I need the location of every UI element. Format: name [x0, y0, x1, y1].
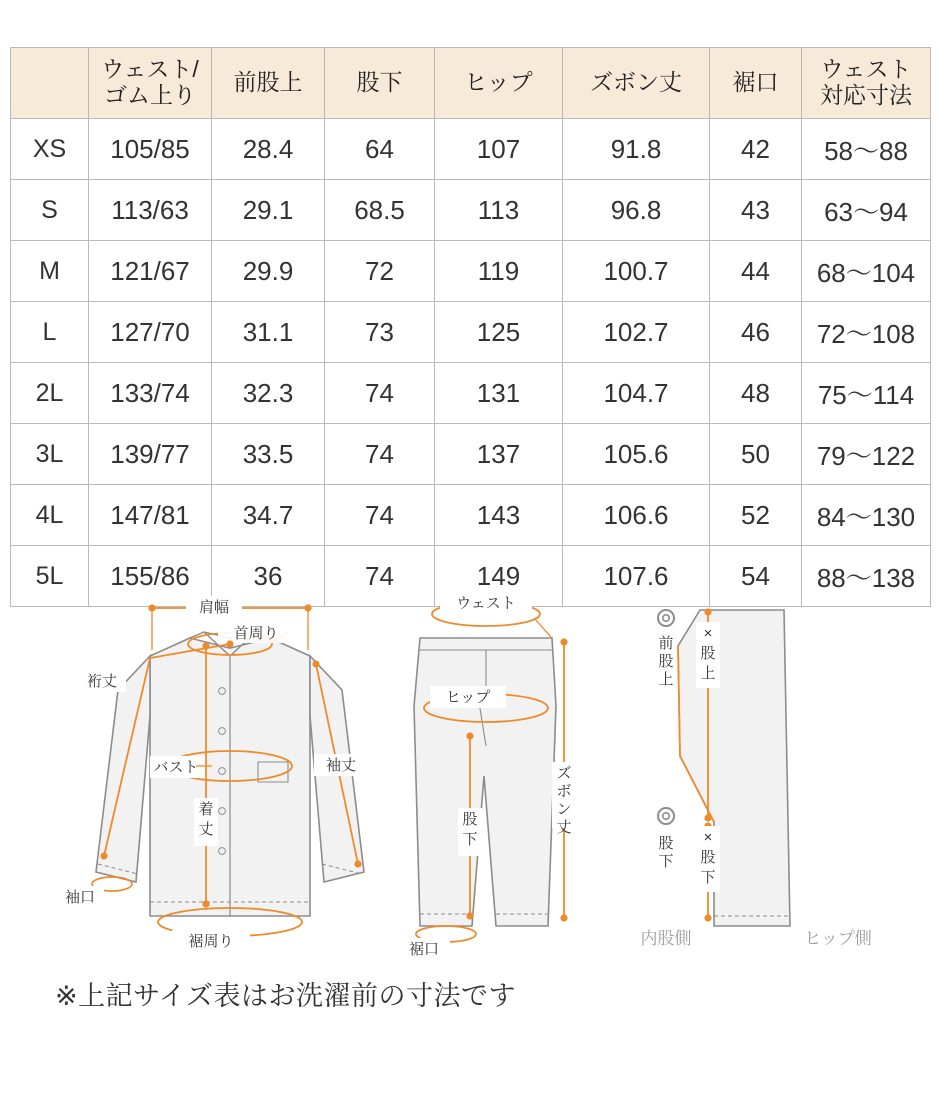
rise-mid-marker-outer [658, 808, 674, 824]
illustration-svg [0, 586, 940, 986]
cell-inseam: 72 [325, 241, 435, 302]
cell-hem: 48 [710, 363, 802, 424]
label-shoulder: 肩幅 [198, 599, 230, 616]
label-hem: 裾周り [188, 933, 234, 950]
table-row [11, 424, 931, 485]
cell-hip: 137 [435, 424, 563, 485]
label-hip-side: ヒップ側 [804, 929, 872, 948]
label-yuki: 裄丈 [86, 673, 118, 690]
cell-hem: 50 [710, 424, 802, 485]
measurement-illustrations [0, 586, 940, 1006]
header-line-1: 股下 [356, 69, 403, 96]
table-row [11, 363, 931, 424]
cell-inseam: 74 [325, 424, 435, 485]
cell-front-rise: 29.9 [212, 241, 325, 302]
cell-pants-length: 102.7 [563, 302, 710, 363]
cell-waist-gom: 113/63 [89, 180, 212, 241]
cell-hip: 113 [435, 180, 563, 241]
label-rise-x-2: 股 [700, 645, 716, 662]
cell-size: 2L [11, 363, 89, 424]
cell-front-rise: 31.1 [212, 302, 325, 363]
cell-hem: 46 [710, 302, 802, 363]
cell-hem: 54 [710, 546, 802, 607]
cell-size: 5L [11, 546, 89, 607]
label-length-2: 丈 [198, 821, 214, 838]
cell-waist-range: 79〜122 [802, 424, 931, 485]
header-line-1: ヒップ [464, 69, 533, 96]
cell-waist-gom: 147/81 [89, 485, 212, 546]
cell-inseam: 64 [325, 119, 435, 180]
cell-waist-gom: 139/77 [89, 424, 212, 485]
cell-front-rise: 34.7 [212, 485, 325, 546]
cell-waist-gom: 133/74 [89, 363, 212, 424]
cell-waist-range: 63〜94 [802, 180, 931, 241]
cell-waist-range: 72〜108 [802, 302, 931, 363]
measure-dot [704, 914, 711, 921]
cell-size: L [11, 302, 89, 363]
header-line-1: ウェスト [820, 56, 912, 83]
table-header-pants-length [563, 48, 710, 119]
rise-top-marker-outer [658, 610, 674, 626]
label-under-rise-x-2: 股 [700, 849, 716, 866]
cell-inseam: 74 [325, 363, 435, 424]
header-line-2: ゴム上り [104, 82, 196, 108]
label-pants-length-3: ン [556, 801, 572, 818]
cell-pants-length: 104.7 [563, 363, 710, 424]
measure-dot [312, 660, 319, 667]
cell-waist-gom: 121/67 [89, 241, 212, 302]
cell-front-rise: 29.1 [212, 180, 325, 241]
table-row [11, 302, 931, 363]
label-under-rise-2: 下 [658, 853, 674, 870]
table-header-hem [710, 48, 802, 119]
cell-hem: 42 [710, 119, 802, 180]
measure-dot [704, 814, 711, 821]
label-front-rise-2: 股 [658, 653, 674, 670]
table-row [11, 119, 931, 180]
table-header-size [11, 48, 89, 119]
label-front-rise-1: 前 [658, 635, 674, 652]
table-row [11, 485, 931, 546]
size-table [10, 47, 931, 607]
label-inseam-2: 下 [462, 831, 478, 848]
cell-waist-gom: 127/70 [89, 302, 212, 363]
table-row [11, 180, 931, 241]
measure-dot [354, 860, 361, 867]
cell-hip: 149 [435, 546, 563, 607]
label-pants-hem: 裾口 [408, 941, 440, 958]
cell-inseam: 74 [325, 546, 435, 607]
label-sleeve: 袖丈 [325, 757, 357, 774]
cell-hem: 44 [710, 241, 802, 302]
label-under-rise-x-3: 下 [700, 869, 716, 886]
table-header-hip [435, 48, 563, 119]
measure-dot [202, 642, 209, 649]
cell-size: 4L [11, 485, 89, 546]
cell-hip: 119 [435, 241, 563, 302]
measure-dot [226, 640, 233, 647]
measure-dot [560, 638, 567, 645]
table-header-row [11, 48, 931, 119]
label-length: 着 [198, 801, 214, 818]
pants-figure [398, 592, 576, 960]
header-line-1: 前股上 [233, 69, 303, 96]
table-header-waist-range [802, 48, 931, 119]
header-line-2: 対応寸法 [820, 82, 912, 108]
size-note: ※上記サイズ表はお洗濯前の寸法です [55, 981, 516, 1011]
cell-front-rise: 33.5 [212, 424, 325, 485]
cell-size: M [11, 241, 89, 302]
label-inner-side: 内股側 [640, 929, 692, 948]
measure-dot [466, 912, 473, 919]
label-under-rise-1: 股 [658, 835, 674, 852]
table-header-front-rise [212, 48, 325, 119]
rise-mid-marker-inner [663, 813, 669, 819]
cell-hip: 125 [435, 302, 563, 363]
cell-pants-length: 107.6 [563, 546, 710, 607]
cell-size: 3L [11, 424, 89, 485]
label-waist: ウェスト [456, 595, 516, 612]
cell-inseam: 73 [325, 302, 435, 363]
measure-dot [466, 732, 473, 739]
cell-inseam: 68.5 [325, 180, 435, 241]
size-table-wrapper [10, 47, 930, 607]
label-inseam: 股 [462, 811, 478, 828]
header-line-1: 裾口 [732, 69, 779, 96]
rise-top-marker-inner [663, 615, 669, 621]
label-rise-x-1: × [703, 625, 713, 642]
cell-front-rise: 36 [212, 546, 325, 607]
label-hip: ヒップ [445, 689, 491, 706]
cell-hip: 131 [435, 363, 563, 424]
table-row [11, 241, 931, 302]
jacket-figure [56, 596, 368, 952]
cell-pants-length: 91.8 [563, 119, 710, 180]
rise-leg-shape [678, 610, 790, 926]
measure-dot [202, 900, 209, 907]
cell-size: S [11, 180, 89, 241]
measure-dot [100, 852, 107, 859]
cell-pants-length: 96.8 [563, 180, 710, 241]
label-front-rise-3: 上 [658, 671, 674, 688]
table-header-inseam [325, 48, 435, 119]
label-pants-length-1: ズ [556, 765, 572, 782]
cell-hip: 107 [435, 119, 563, 180]
waist-leader [534, 618, 552, 638]
cell-pants-length: 105.6 [563, 424, 710, 485]
measure-dot [704, 608, 711, 615]
cell-hem: 52 [710, 485, 802, 546]
measure-dot [560, 914, 567, 921]
cell-waist-gom: 105/85 [89, 119, 212, 180]
label-pants-length-4: 丈 [556, 819, 572, 836]
cell-waist-range: 88〜138 [802, 546, 931, 607]
header-line-1: ウェスト/ [101, 56, 199, 83]
header-line-1: ズボン丈 [590, 69, 682, 96]
cell-inseam: 74 [325, 485, 435, 546]
cell-hem: 43 [710, 180, 802, 241]
label-bust: バスト [153, 759, 199, 776]
cell-waist-range: 58〜88 [802, 119, 931, 180]
cell-waist-range: 68〜104 [802, 241, 931, 302]
cell-pants-length: 100.7 [563, 241, 710, 302]
cell-front-rise: 32.3 [212, 363, 325, 424]
cell-waist-gom: 155/86 [89, 546, 212, 607]
rise-figure [641, 608, 872, 948]
label-rise-x-3: 上 [700, 665, 716, 682]
cell-size: XS [11, 119, 89, 180]
cell-waist-range: 75〜114 [802, 363, 931, 424]
cell-waist-range: 84〜130 [802, 485, 931, 546]
cell-hip: 143 [435, 485, 563, 546]
label-under-rise-x-1: × [703, 829, 713, 846]
table-header-waist-gom [89, 48, 212, 119]
label-neck: 首周り [233, 625, 279, 642]
label-cuff: 袖口 [64, 889, 96, 906]
cell-pants-length: 106.6 [563, 485, 710, 546]
cell-front-rise: 28.4 [212, 119, 325, 180]
label-pants-length-2: ボ [556, 783, 572, 800]
pants-body [414, 638, 556, 926]
